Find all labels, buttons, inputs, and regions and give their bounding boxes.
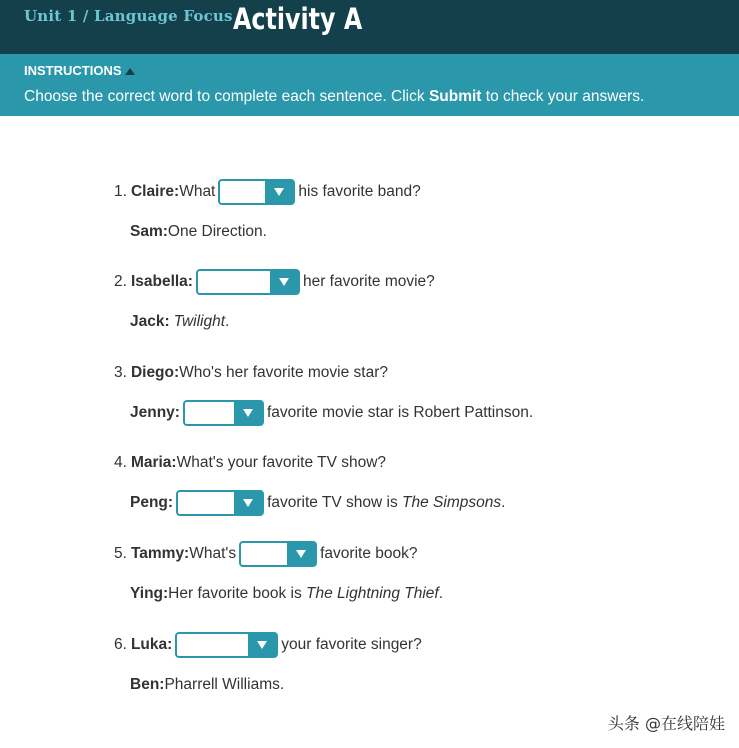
dropdown-value [177,634,248,656]
question-text: favorite book? [320,545,418,562]
speaker-name: Maria: [130,454,177,471]
dropdown-button[interactable] [265,181,293,203]
chevron-down-icon [279,278,289,286]
question-number: 6. [114,636,127,653]
answer-dropdown-2[interactable] [196,269,300,295]
chevron-down-icon [257,641,267,649]
question-text: What's your favorite TV show? [176,454,387,471]
answer-5 [130,579,443,609]
answer-text: . [225,313,230,330]
dropdown-button[interactable] [287,543,315,565]
answer-dropdown-3[interactable] [183,400,264,426]
question-6 [114,630,422,660]
answer-text: One Direction. [167,223,267,240]
question-4 [114,448,386,478]
question-number: 5. [114,545,127,562]
instructions-submit-word: Submit [428,88,482,105]
answer-dropdown-5[interactable] [239,541,317,567]
header-bar [0,0,739,54]
answer-title: The Lightning Thief [306,585,439,602]
speaker-name: Peng: [130,494,174,511]
answer-dropdown-1[interactable] [218,179,295,205]
dropdown-button[interactable] [270,271,298,293]
page-title: Activity A [233,2,363,36]
dropdown-button[interactable] [248,634,276,656]
question-text: Who's her favorite movie star? [179,364,388,381]
dropdown-button[interactable] [234,492,262,514]
chevron-down-icon [243,409,253,417]
question-3 [114,358,388,388]
speaker-name: Diego: [130,364,180,381]
dropdown-value [185,402,234,424]
question-text: What [179,183,216,200]
question-text: his favorite band? [298,183,421,200]
answer-4 [130,488,505,518]
watermark: 头条 @在线陪娃 [607,714,725,733]
question-2 [114,267,435,297]
answer-text: favorite TV show is [267,494,398,511]
answer-6 [130,670,284,700]
question-1 [114,177,421,207]
answer-dropdown-6[interactable] [175,632,278,658]
caret-up-icon [125,68,135,75]
speaker-name: Claire: [130,183,180,200]
question-text: your favorite singer? [281,636,422,653]
instructions-toggle-label: INSTRUCTIONS [24,63,122,78]
instructions-text-start: Choose the correct word to complete each sentence. Click [24,88,429,105]
dropdown-value [220,181,265,203]
speaker-name: Ying: [130,585,169,602]
dropdown-value [178,492,234,514]
answer-title: Twilight [173,313,226,330]
chevron-down-icon [243,499,253,507]
chevron-down-icon [296,550,306,558]
instructions-text [24,88,644,106]
answer-text: . [501,494,506,511]
answer-title: The Simpsons [402,494,502,511]
instructions-bar [0,54,739,116]
speaker-name: Isabella: [130,273,193,290]
question-number: 3. [114,364,127,381]
answer-text: favorite movie star is Robert Pattinson. [266,404,534,421]
question-text: her favorite movie? [302,273,435,290]
speaker-name: Jenny: [130,404,180,421]
chevron-down-icon [274,188,284,196]
answer-text: Pharrell Williams. [164,676,285,693]
speaker-name: Tammy: [130,545,190,562]
dropdown-value [198,271,270,293]
speaker-name: Luka: [130,636,173,653]
answer-2 [130,307,229,337]
speaker-name: Sam: [130,223,168,240]
answer-3 [130,398,533,428]
question-number: 2. [114,273,127,290]
instructions-toggle[interactable] [24,63,135,78]
instructions-text-end: to check your answers. [481,88,645,105]
answer-1 [130,217,267,247]
question-text: What's [189,545,237,562]
breadcrumb: Unit 1 / Language Focus [24,7,233,25]
dropdown-value [241,543,287,565]
answer-text: . [438,585,444,602]
dropdown-button[interactable] [234,402,262,424]
speaker-name: Ben: [130,676,165,693]
question-number: 4. [114,454,127,471]
question-5 [114,539,418,569]
speaker-name: Jack: [130,313,170,330]
question-number: 1. [114,183,127,200]
answer-dropdown-4[interactable] [176,490,264,516]
answer-text: Her favorite book is [168,585,302,602]
